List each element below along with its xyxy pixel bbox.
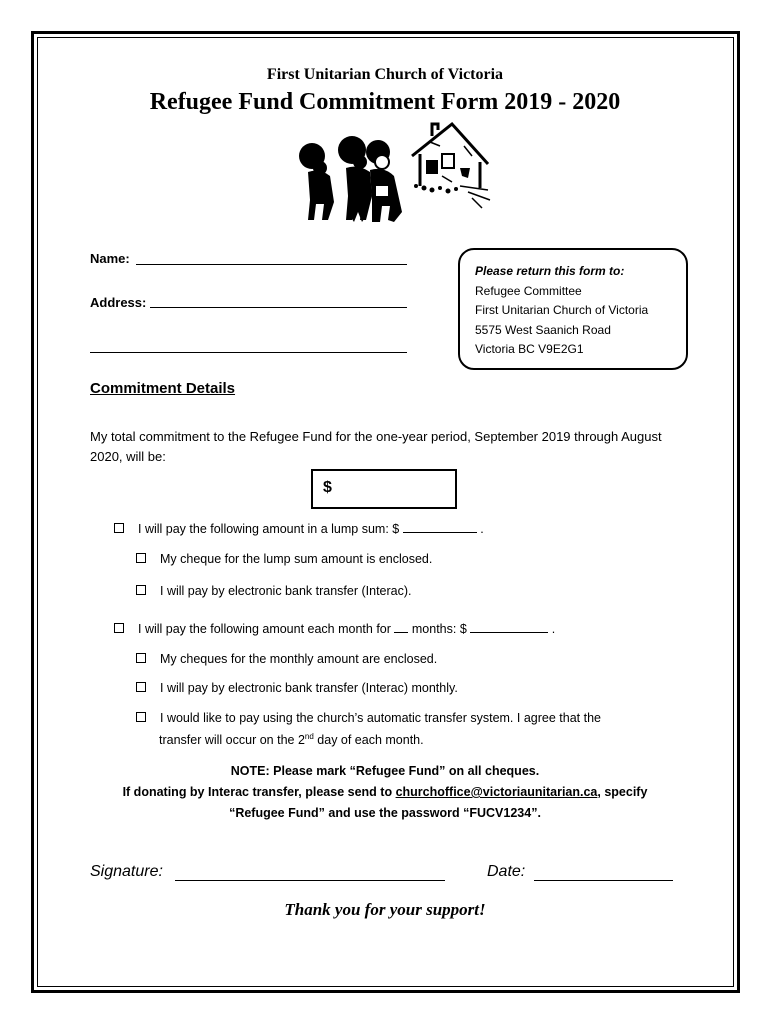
option-label: I will pay by electronic bank transfer (Interac) monthly. — [160, 681, 458, 695]
note-line2 — [0, 782, 770, 803]
lump-sum-cheque-checkbox[interactable] — [136, 553, 146, 563]
option-label: My cheque for the lump sum amount is enclosed. — [160, 552, 433, 566]
return-line: Refugee Committee — [475, 283, 582, 298]
form-title: Refugee Fund Commitment Form 2019 - 2020 — [149, 89, 621, 115]
monthly-label: I will pay the following amount each month for — [138, 622, 391, 636]
lump-sum-suffix: . — [480, 522, 484, 536]
lump-sum-interac-option[interactable] — [136, 584, 412, 598]
monthly-interac-checkbox[interactable] — [136, 682, 146, 692]
signature-label: Signature: — [90, 863, 163, 880]
commitment-section-title: Commitment Details — [90, 380, 236, 397]
lump-sum-label: I will pay the following amount in a lump sum: $ — [138, 522, 400, 536]
auto-transfer-option[interactable] — [136, 711, 601, 725]
auto-transfer-text: transfer will occur on the 2 — [159, 733, 305, 748]
return-line: 5575 West Saanich Road — [475, 322, 611, 337]
name-label: Name: — [90, 251, 130, 266]
return-line: Victoria BC V9E2G1 — [475, 342, 584, 356]
monthly-checkbox[interactable] — [114, 623, 124, 633]
monthly-cheque-option[interactable] — [136, 652, 437, 666]
note-text: If donating by Interac transfer, please send to — [122, 785, 396, 799]
thank-you-message: Thank you for your support! — [284, 900, 486, 919]
note-line1: NOTE: Please mark “Refugee Fund” on all cheques. — [230, 764, 540, 778]
months-count-field[interactable] — [394, 622, 408, 633]
lump-sum-amount-field[interactable] — [403, 522, 477, 533]
monthly-suffix: . — [551, 622, 556, 636]
monthly-amount-field[interactable] — [470, 622, 548, 633]
date-field[interactable] — [534, 880, 673, 881]
lump-sum-option[interactable] — [114, 522, 484, 536]
church-email-link[interactable]: churchoffice@victoriaunitarian.ca — [395, 785, 598, 799]
lump-sum-interac-checkbox[interactable] — [136, 585, 146, 595]
address-field-line2[interactable] — [90, 352, 407, 353]
note-text-end: , specify — [597, 785, 648, 799]
return-line: First Unitarian Church of Victoria — [475, 303, 649, 317]
monthly-cheque-checkbox[interactable] — [136, 653, 146, 663]
auto-transfer-text-end: day of each month. — [313, 733, 424, 748]
commitment-intro: My total commitment to the Refugee Fund for the one-year period, September 2019 through August 2020, will be: — [90, 429, 662, 464]
refugee-family-illustration — [292, 116, 492, 226]
signature-field[interactable] — [175, 880, 445, 881]
currency-symbol: $ — [323, 479, 332, 496]
name-field[interactable] — [136, 264, 407, 265]
option-label: I will pay by electronic bank transfer (Interac). — [160, 584, 412, 598]
monthly-label-part2: months: $ — [411, 622, 467, 636]
auto-transfer-checkbox[interactable] — [136, 712, 146, 722]
option-label: My cheques for the monthly amount are enclosed. — [160, 652, 438, 666]
monthly-option[interactable] — [114, 622, 555, 636]
house-door-shape — [426, 160, 438, 174]
address-field-line1[interactable] — [150, 307, 407, 308]
note-line3: “Refugee Fund” and use the password “FUCV1234”. — [229, 806, 541, 820]
return-address-box — [458, 248, 688, 370]
organization-name: First Unitarian Church of Victoria — [266, 66, 504, 83]
house-window-shape — [442, 154, 454, 168]
ordinal-suffix: nd — [304, 732, 314, 741]
lump-sum-checkbox[interactable] — [114, 523, 124, 533]
lump-sum-cheque-option[interactable] — [136, 552, 432, 566]
total-amount-field[interactable] — [311, 469, 457, 509]
auto-transfer-label: I would like to pay using the church’s automatic transfer system. I agree that the — [160, 711, 601, 725]
address-label: Address: — [90, 295, 147, 310]
monthly-interac-option[interactable] — [136, 681, 458, 695]
date-label: Date: — [487, 863, 526, 880]
auto-transfer-label-cont — [159, 732, 424, 747]
return-heading: Please return this form to: — [475, 264, 625, 278]
